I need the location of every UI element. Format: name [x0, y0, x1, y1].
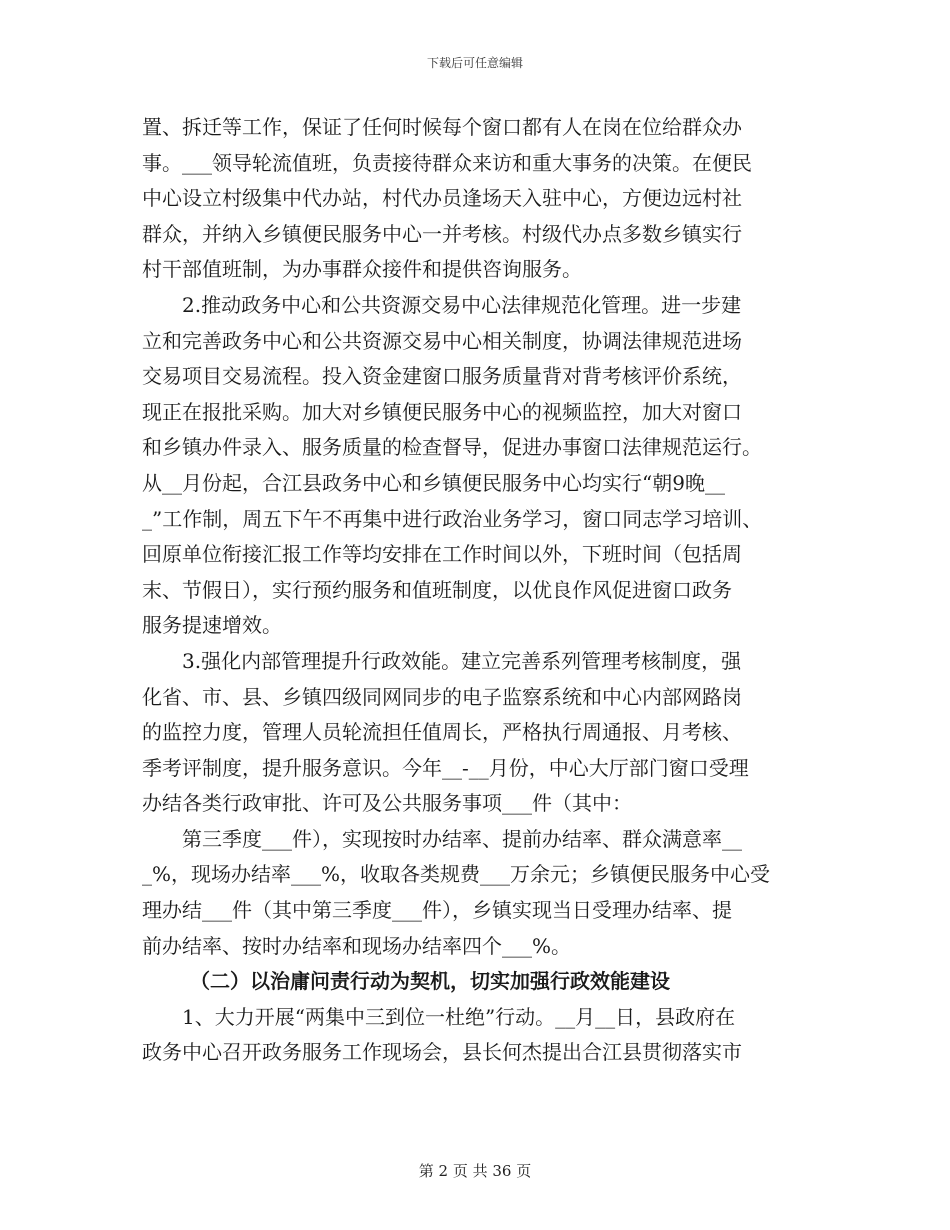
text-line: 和乡镇办件录入、服务质量的检查督导，促进办事窗口法律规范运行。 [142, 435, 762, 460]
text-line: 1、大力开展“两集中三到位一杜绝”行动。__月__日，县政府在 [182, 1004, 736, 1029]
text-line: 中心设立村级集中代办站，村代办员逢场天入驻中心，方便边远村社 [142, 186, 742, 211]
text-line: 事。___领导轮流值班，负责接待群众来访和重大事务的决策。在便民 [142, 150, 752, 175]
text-line: 化省、市、县、乡镇四级同网同步的电子监察系统和中心内部网路岗 [142, 684, 742, 709]
text-line: 置、拆迁等工作，保证了任何时候每个窗口都有人在岗在位给群众办 [142, 115, 742, 139]
document-body [142, 110, 814, 1071]
text-line: _%，现场办结率___%，收取各类规费___万余元；乡镇便民服务中心受 [142, 862, 771, 887]
text-line: 第三季度___件），实现按时办结率、提前办结率、群众满意率__ [182, 826, 742, 851]
text-line: 村干部值班制，为办事群众接件和提供咨询服务。 [142, 257, 582, 282]
text-line: 政务中心召开政务服务工作现场会，县长何杰提出合江县贯彻落实市 [142, 1040, 742, 1065]
page-number: 第 2 页 共 36 页 [418, 1162, 532, 1180]
text-line: 季考评制度，提升服务意识。今年__-__月份，中心大厅部门窗口受理 [142, 755, 749, 780]
page-header: 下载后可任意编辑 [426, 56, 523, 70]
text-line: 办结各类行政审批、许可及公共服务事项___件（其中： [142, 791, 632, 816]
text-line: 服务提速增效。 [142, 613, 282, 638]
text-line: 前办结率、按时办结率和现场办结率四个___%。 [142, 933, 572, 958]
text-line: 交易项目交易流程。投入资金建窗口服务质量背对背考核评价系统， [142, 364, 742, 389]
text-line: 回原单位衔接汇报工作等均安排在工作时间以外，下班时间（包括周 [142, 542, 742, 567]
text-line: 的监控力度，管理人员轮流担任值周长，严格执行周通报、月考核、 [142, 720, 742, 745]
text-line: 2.推动政务中心和公共资源交易中心法律规范化管理。进一步建 [182, 292, 742, 317]
text-line: 群众，并纳入乡镇便民服务中心一并考核。村级代办点多数乡镇实行 [142, 221, 742, 246]
text-line: 末、节假日），实行预约服务和值班制度，以优良作风促进窗口政务 [142, 577, 732, 602]
text-line: 立和完善政务中心和公共资源交易中心相关制度，协调法律规范进场 [142, 328, 742, 353]
text-line: 3.强化内部管理提升行政效能。建立完善系列管理考核制度，强 [182, 648, 742, 673]
text-line: 从__月份起，合江县政务中心和乡镇便民服务中心均实行“朝9晚__ [142, 470, 725, 495]
text-line: _”工作制，周五下午不再集中进行政治业务学习，窗口同志学习培训、 [142, 506, 763, 531]
text-line: 现正在报批采购。加大对乡镇便民服务中心的视频监控，加大对窗口 [142, 399, 742, 424]
text-line: 理办结___件（其中第三季度___件），乡镇实现当日受理办结率、提 [142, 898, 732, 923]
section-heading: （二）以治庸问责行动为契机，切实加强行政效能建设 [190, 969, 670, 994]
